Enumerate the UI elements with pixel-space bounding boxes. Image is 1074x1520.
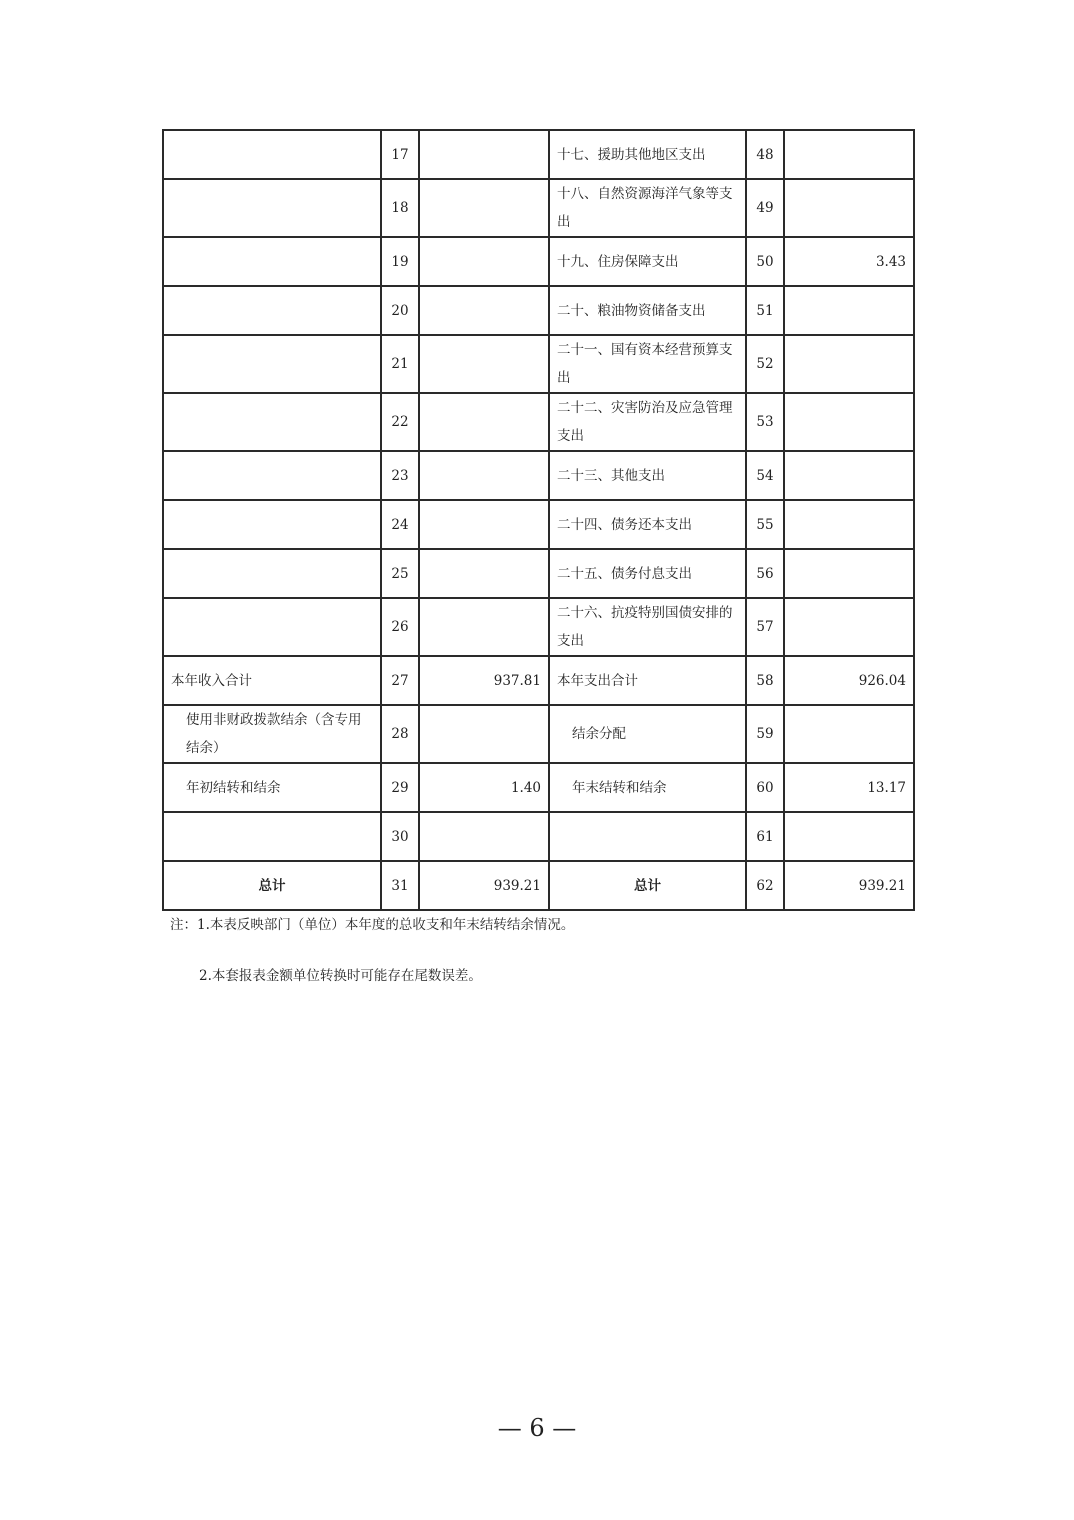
- table-row: [163, 393, 914, 451]
- right-row-number: 54: [746, 451, 784, 500]
- right-label: [549, 812, 746, 861]
- right-label: 二十四、债务还本支出: [549, 500, 746, 549]
- table-row: [163, 763, 914, 812]
- left-label: [163, 393, 381, 451]
- left-label: 使用非财政拨款结余（含专用结余）: [163, 705, 381, 763]
- right-row-number: 62: [746, 861, 784, 910]
- left-row-number: 25: [381, 549, 419, 598]
- right-row-number: 49: [746, 179, 784, 237]
- table-row: [163, 335, 914, 393]
- right-row-number: 48: [746, 130, 784, 179]
- left-label: [163, 451, 381, 500]
- right-amount: 3.43: [784, 237, 914, 286]
- right-total-label: 总计: [549, 861, 746, 910]
- right-amount: [784, 335, 914, 393]
- right-row-number: 51: [746, 286, 784, 335]
- left-amount: [419, 451, 549, 500]
- right-label: 二十二、灾害防治及应急管理支出: [549, 393, 746, 451]
- right-label: 十八、自然资源海洋气象等支出: [549, 179, 746, 237]
- left-row-number: 21: [381, 335, 419, 393]
- table-row: [163, 656, 914, 705]
- table-row: [163, 812, 914, 861]
- right-label: 二十三、其他支出: [549, 451, 746, 500]
- right-label: 本年支出合计: [549, 656, 746, 705]
- left-row-number: 26: [381, 598, 419, 656]
- left-row-number: 19: [381, 237, 419, 286]
- left-row-number: 30: [381, 812, 419, 861]
- right-amount: [784, 598, 914, 656]
- left-label: [163, 130, 381, 179]
- left-amount: [419, 179, 549, 237]
- right-amount: [784, 549, 914, 598]
- table-row: [163, 598, 914, 656]
- left-amount: [419, 549, 549, 598]
- right-label: 结余分配: [549, 705, 746, 763]
- right-total-amount: 939.21: [784, 861, 914, 910]
- right-amount: 13.17: [784, 763, 914, 812]
- left-label: [163, 237, 381, 286]
- right-amount: [784, 812, 914, 861]
- left-total-amount: 939.21: [419, 861, 549, 910]
- left-amount: [419, 705, 549, 763]
- left-row-number: 20: [381, 286, 419, 335]
- left-label: [163, 286, 381, 335]
- left-label: [163, 335, 381, 393]
- left-amount: [419, 237, 549, 286]
- table-row: [163, 549, 914, 598]
- left-label: 年初结转和结余: [163, 763, 381, 812]
- total-row: [163, 861, 914, 910]
- left-amount: 937.81: [419, 656, 549, 705]
- right-row-number: 55: [746, 500, 784, 549]
- left-label: [163, 549, 381, 598]
- left-label: [163, 812, 381, 861]
- table-note-2: 2.本套报表金额单位转换时可能存在尾数误差。: [199, 968, 482, 984]
- table-row: [163, 130, 914, 179]
- right-label: 二十六、抗疫特别国债安排的支出: [549, 598, 746, 656]
- left-label: [163, 179, 381, 237]
- right-amount: [784, 705, 914, 763]
- left-amount: [419, 598, 549, 656]
- right-label: 二十、粮油物资储备支出: [549, 286, 746, 335]
- left-amount: [419, 130, 549, 179]
- right-amount: [784, 179, 914, 237]
- right-row-number: 59: [746, 705, 784, 763]
- right-label: 二十一、国有资本经营预算支出: [549, 335, 746, 393]
- table-note-1: 注：1.本表反映部门（单位）本年度的总收支和年末结转结余情况。: [170, 917, 575, 933]
- left-row-number: 17: [381, 130, 419, 179]
- table-row: [163, 705, 914, 763]
- page-number: — 6 —: [497, 1414, 577, 1442]
- left-row-number: 23: [381, 451, 419, 500]
- left-label: [163, 500, 381, 549]
- left-row-number: 29: [381, 763, 419, 812]
- left-row-number: 24: [381, 500, 419, 549]
- right-amount: [784, 130, 914, 179]
- table-row: [163, 500, 914, 549]
- right-label: 二十五、债务付息支出: [549, 549, 746, 598]
- right-row-number: 50: [746, 237, 784, 286]
- right-row-number: 56: [746, 549, 784, 598]
- right-label: 年末结转和结余: [549, 763, 746, 812]
- table-row: [163, 237, 914, 286]
- right-row-number: 60: [746, 763, 784, 812]
- left-label: 本年收入合计: [163, 656, 381, 705]
- right-amount: [784, 451, 914, 500]
- left-amount: 1.40: [419, 763, 549, 812]
- table-row: [163, 179, 914, 237]
- right-label: 十九、住房保障支出: [549, 237, 746, 286]
- left-row-number: 28: [381, 705, 419, 763]
- left-amount: [419, 335, 549, 393]
- right-amount: [784, 393, 914, 451]
- left-row-number: 31: [381, 861, 419, 910]
- right-row-number: 57: [746, 598, 784, 656]
- right-amount: [784, 500, 914, 549]
- table-row: [163, 451, 914, 500]
- left-amount: [419, 500, 549, 549]
- income-expenditure-table: [162, 129, 915, 911]
- table-row: [163, 286, 914, 335]
- left-total-label: 总计: [163, 861, 381, 910]
- left-label: [163, 598, 381, 656]
- left-amount: [419, 393, 549, 451]
- right-label: 十七、援助其他地区支出: [549, 130, 746, 179]
- right-row-number: 53: [746, 393, 784, 451]
- left-row-number: 22: [381, 393, 419, 451]
- right-row-number: 52: [746, 335, 784, 393]
- right-amount: [784, 286, 914, 335]
- left-row-number: 18: [381, 179, 419, 237]
- left-amount: [419, 286, 549, 335]
- right-row-number: 58: [746, 656, 784, 705]
- right-amount: 926.04: [784, 656, 914, 705]
- left-amount: [419, 812, 549, 861]
- right-row-number: 61: [746, 812, 784, 861]
- left-row-number: 27: [381, 656, 419, 705]
